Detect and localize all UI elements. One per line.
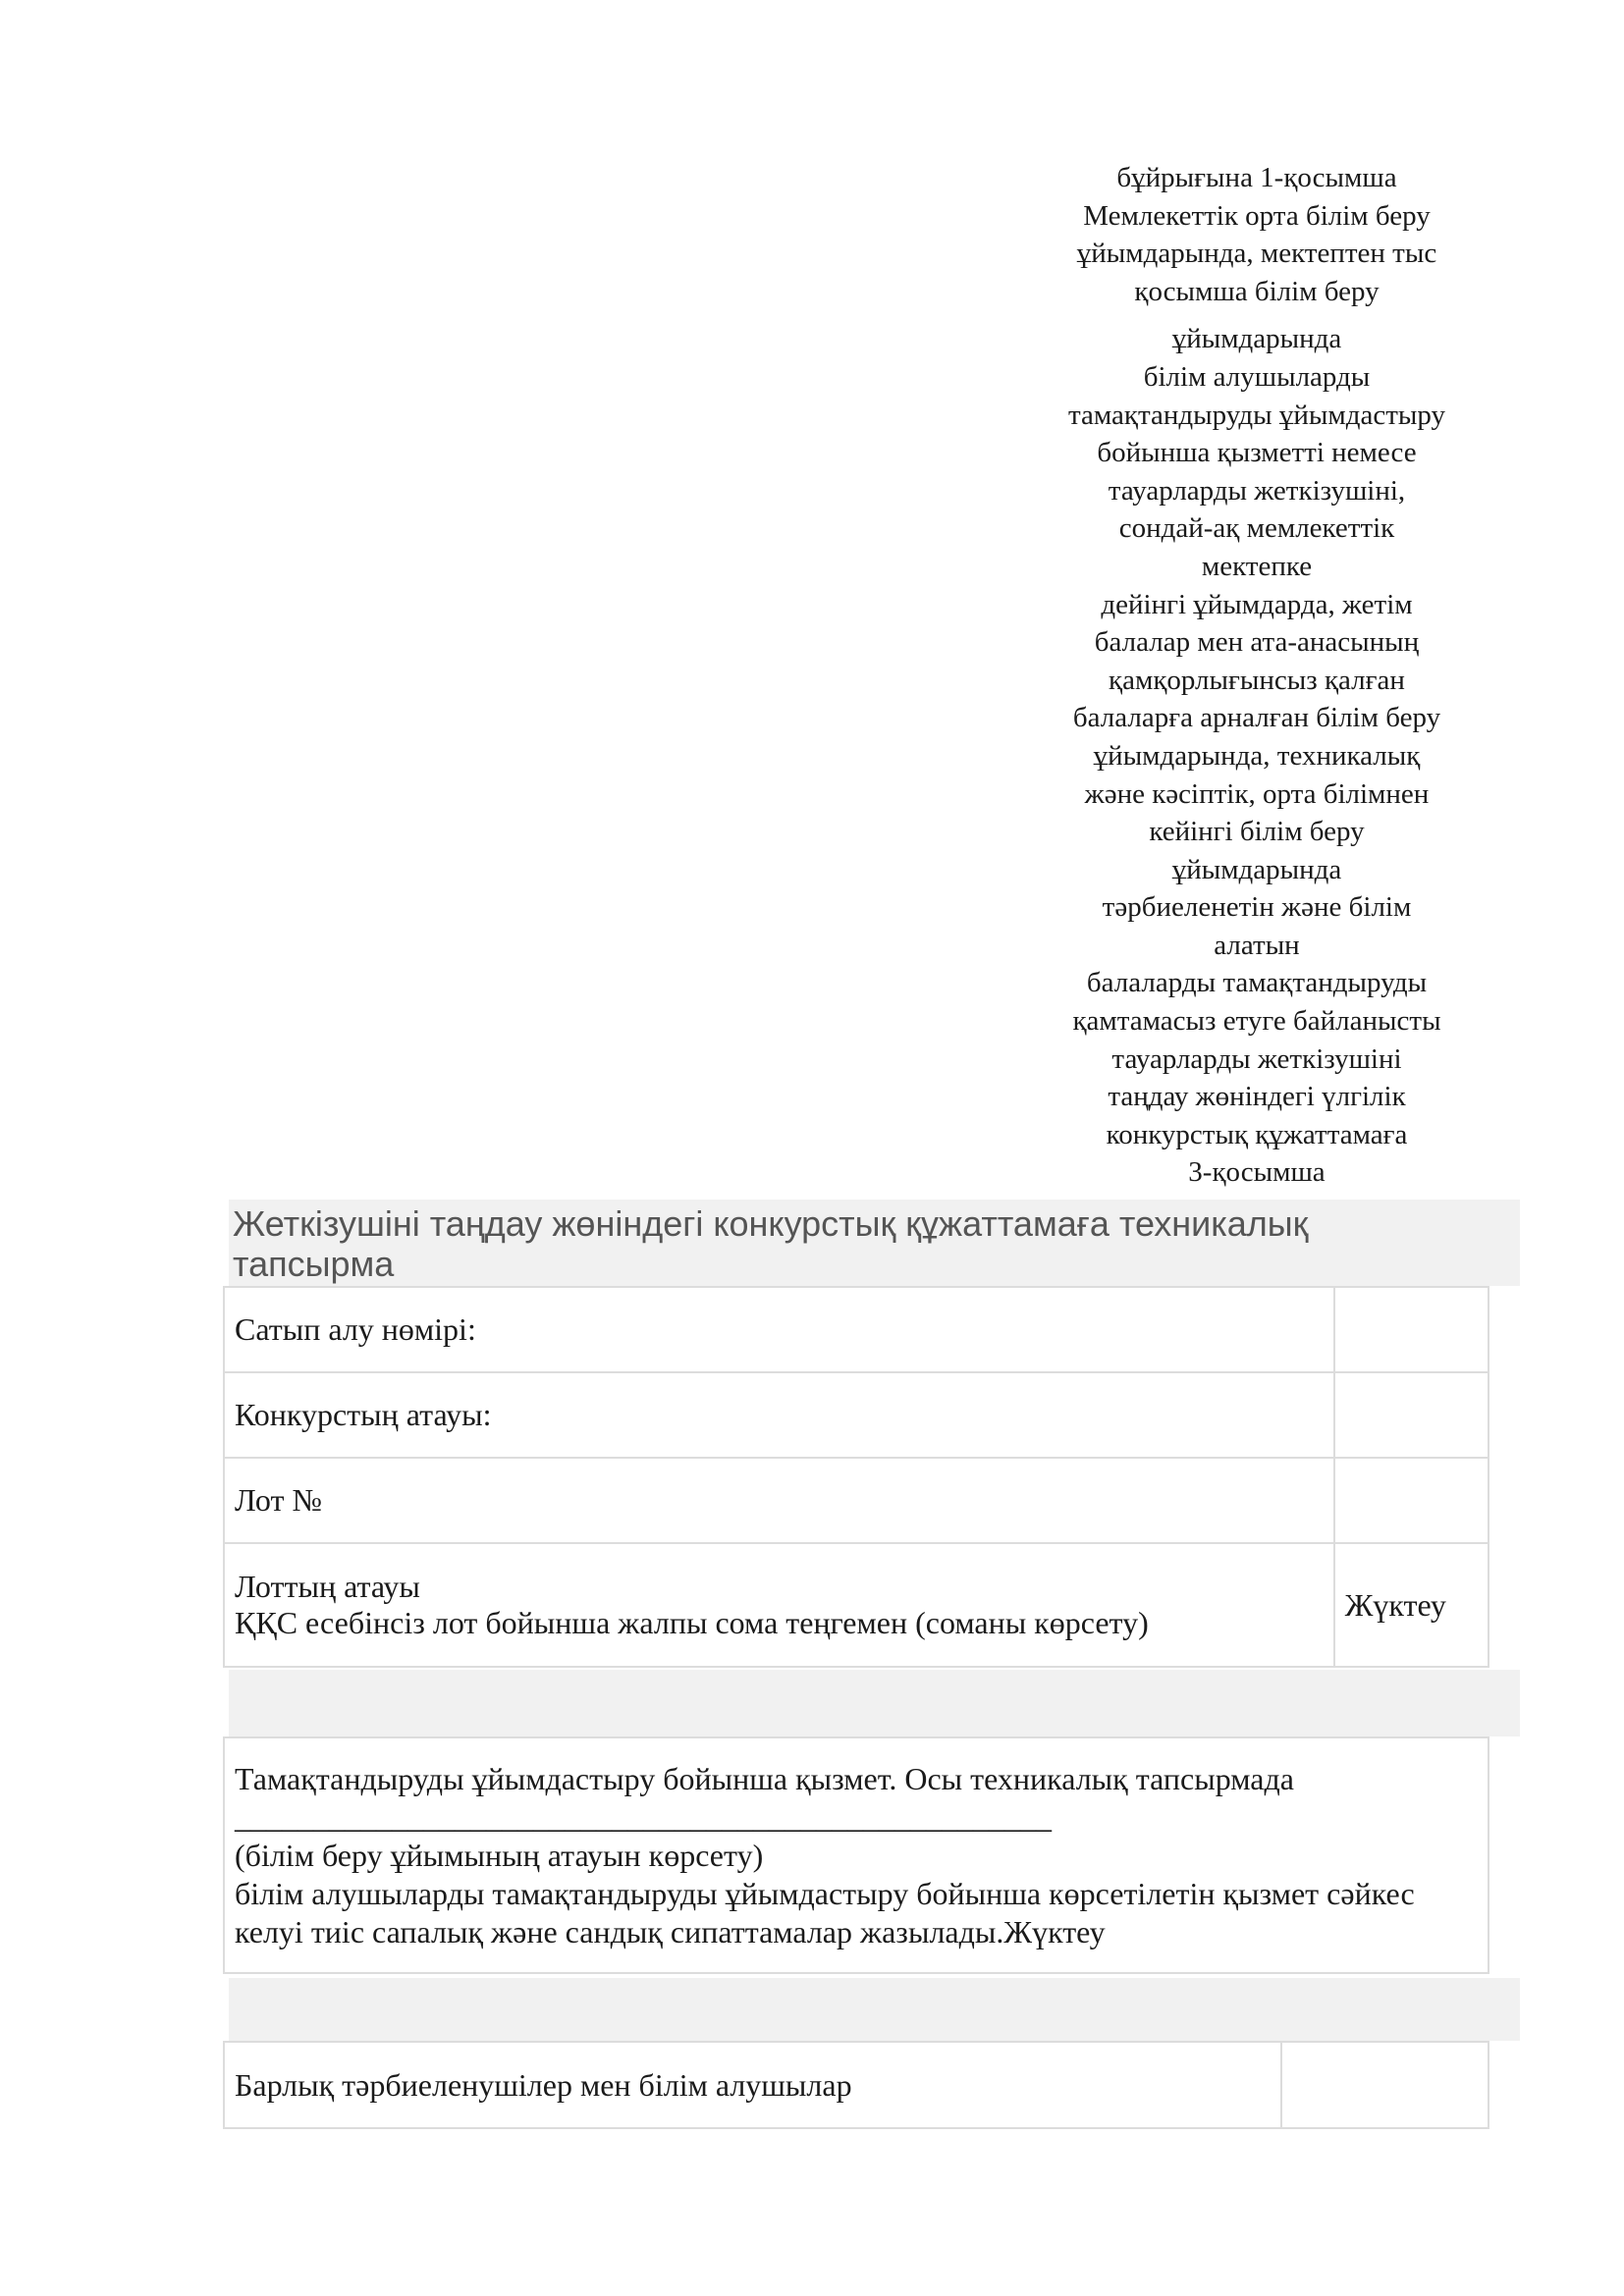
organization-hint: (білім беру ұйымының атауын көрсету) (235, 1837, 764, 1873)
appendix-line: қамқорлығынсыз қалған (1109, 664, 1405, 696)
purchase-number-label: Сатып алу нөмірі: (224, 1287, 1334, 1372)
appendix-line: ұйымдарында (1171, 323, 1342, 355)
appendix-line: балалар мен ата-анасының (1094, 626, 1420, 659)
service-description-table (223, 1736, 1489, 1974)
appendix-line: алатын (1214, 929, 1300, 961)
appendix-line: тәрбиеленетін және білім (1102, 891, 1412, 924)
lot-number-label: Лот № (224, 1458, 1334, 1543)
appendix-line: кейінгі білім беру (1149, 816, 1365, 848)
appendix-line: таңдау жөніндегі үлгілік (1108, 1081, 1406, 1113)
organization-name-blank: ____________________________________________________ (235, 1798, 1052, 1835)
lot-sum-label: ҚҚС есебінсіз лот бойынша жалпы сома теңгемен (соманы көрсету) (235, 1605, 1149, 1640)
appendix-line: тамақтандыруды ұйымдастыру (1067, 399, 1446, 431)
lot-number-value[interactable] (1334, 1458, 1489, 1543)
contest-name-label: Конкурстың атауы: (224, 1372, 1334, 1458)
purchase-number-value[interactable] (1334, 1287, 1489, 1372)
appendix-line: конкурстық құжаттамаға (1106, 1118, 1408, 1150)
table-row (224, 1737, 1489, 1973)
appendix-line: балаларды тамақтандыруды (1086, 967, 1428, 999)
service-line: Тамақтандыруды ұйымдастыру бойынша қызмет. Осы техникалық тапсырмада (235, 1760, 1294, 1796)
spacer-band (229, 1978, 1520, 2041)
service-requirements-text: білім алушыларды тамақтандыруды ұйымдастыру бойынша көрсетілетін қызмет сәйкес келуі тиіс сапалық және сандық сипаттамалар жазылады.Жүктеу (235, 1875, 1415, 1949)
pupils-table (223, 2041, 1489, 2129)
appendix-line: бойынша қызметті немесе (1097, 437, 1417, 469)
appendix-line: тауарларды жеткізушіні, (1108, 474, 1406, 507)
table-row (224, 1458, 1489, 1543)
appendix-line: және кәсіптік, орта білімнен (1084, 777, 1430, 810)
appendix-line: ұйымдарында, техникалық (1093, 739, 1421, 772)
upload-link[interactable]: Жүктеу (1334, 1543, 1489, 1667)
table-row (224, 1372, 1489, 1458)
appendix-line: бұйрығына 1-қосымша (1116, 162, 1397, 193)
spacer-band (229, 1670, 1520, 1736)
appendix-line: 3-қосымша (1188, 1156, 1326, 1189)
lot-name-cell (224, 1543, 1334, 1667)
appendix-line: тауарларды жеткізушіні (1111, 1042, 1402, 1075)
appendix-line: Мемлекеттік орта білім беру (1083, 199, 1431, 232)
appendix-line: мектепке (1201, 550, 1313, 582)
page-title: Жеткізушіні таңдау жөніндегі конкурстық құжаттамаға техникалық тапсырма (233, 1203, 1309, 1284)
appendix-line: ұйымдарында, мектептен тыс (1076, 238, 1437, 270)
lot-name-label: Лоттың атауы (235, 1569, 420, 1604)
appendix-note (1011, 159, 1502, 1192)
service-description-cell (224, 1737, 1489, 1973)
appendix-line: білім алушыларды (1143, 360, 1371, 393)
contest-name-value[interactable] (1334, 1372, 1489, 1458)
appendix-line: қамтамасыз етуге байланысты (1072, 1005, 1441, 1038)
table-row (224, 1543, 1489, 1667)
table-row (224, 2042, 1489, 2128)
appendix-line: балаларға арналған білім беру (1072, 702, 1441, 734)
appendix-line: сондай-ақ мемлекеттік (1118, 512, 1395, 545)
appendix-line: дейінгі ұйымдарда, жетім (1101, 588, 1413, 620)
appendix-line: ұйымдарында (1171, 853, 1342, 885)
table-row (224, 1287, 1489, 1372)
appendix-line: қосымша білім беру (1134, 275, 1380, 307)
all-pupils-value[interactable] (1281, 2042, 1489, 2128)
all-pupils-label: Барлық тәрбиеленушілер мен білім алушылар (224, 2042, 1281, 2128)
procurement-info-table (223, 1286, 1489, 1668)
